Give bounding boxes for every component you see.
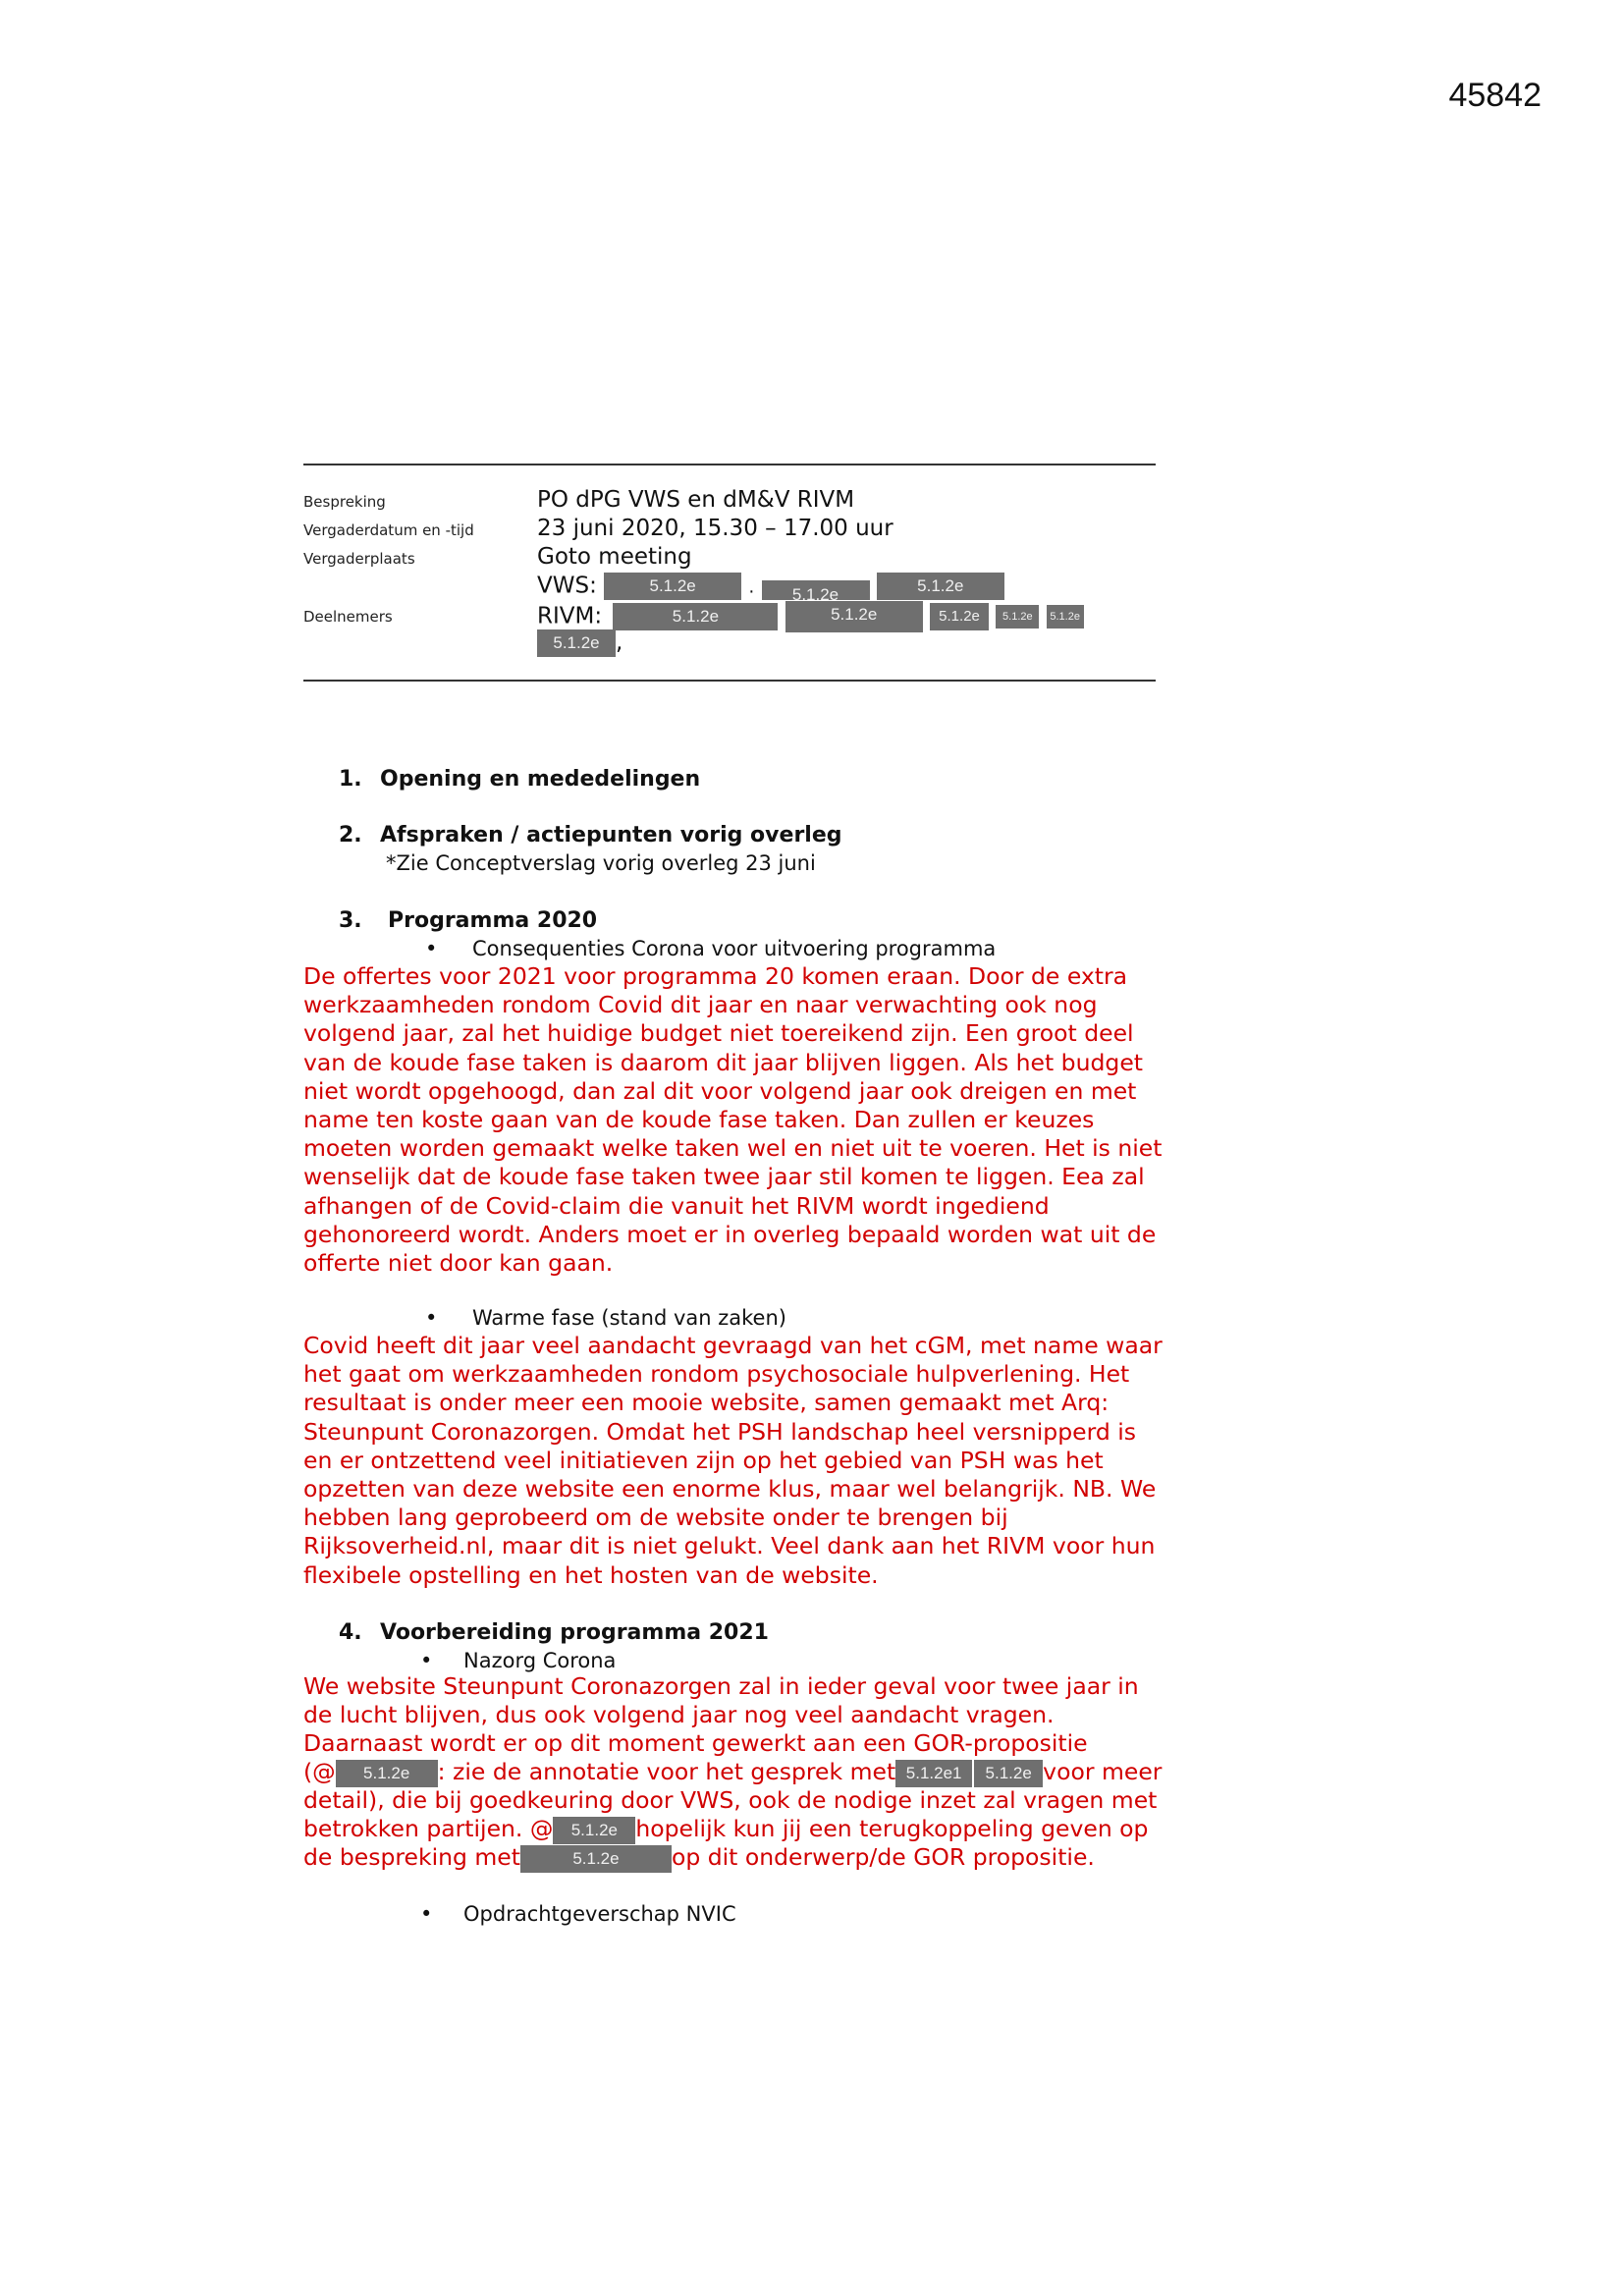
redaction-block: 5.1.2e (762, 580, 870, 600)
note-line-red (303, 1758, 1162, 1787)
line-text: betrokken partijen. @ (303, 1815, 554, 1842)
note-line-red: Daarnaast wordt er op dit moment gewerkt aan een GOR-propositie (303, 1729, 1088, 1757)
label-bespreking: Bespreking (303, 493, 386, 511)
line-text: op dit onderwerp/de GOR propositie. (671, 1843, 1095, 1871)
vws-participants: VWS: 5.1.2e . 5.1.2e 5.1.2e (537, 573, 1004, 600)
redaction-block: 5.1.2e (613, 603, 778, 630)
note-line-red: We website Steunpunt Coronazorgen zal in ieder geval voor twee jaar in (303, 1672, 1139, 1700)
redaction-block: 5.1.2e (336, 1760, 438, 1787)
agenda-item-2 (339, 823, 842, 847)
bullet-dot: • (420, 1902, 433, 1926)
agenda-title: Voorbereiding programma 2021 (380, 1620, 769, 1645)
bullet-text: Opdrachtgeverschap NVIC (463, 1902, 736, 1926)
note-line-red: de lucht blijven, dus ook volgend jaar nog veel aandacht vragen. (303, 1701, 1055, 1728)
redaction-block: 5.1.2e (785, 601, 923, 632)
agenda-title: Programma 2020 (388, 908, 598, 933)
agenda-item-1 (339, 767, 700, 792)
vws-prefix: VWS: (537, 573, 597, 599)
value-plaats: Goto meeting (537, 544, 692, 570)
bullet-text: Warme fase (stand van zaken) (472, 1306, 786, 1330)
redaction-block: 5.1.2e (520, 1845, 672, 1873)
agenda-number: 3. (339, 908, 362, 933)
label-datum: Vergaderdatum en -tijd (303, 521, 474, 539)
agenda-item-3 (339, 908, 597, 933)
bullet-dot: • (425, 1306, 438, 1330)
header-top-rule (303, 464, 1156, 465)
bullet-item (420, 1649, 616, 1672)
redaction-block: 5.1.2e1 (895, 1760, 972, 1787)
agenda-item-2-note: *Zie Conceptverslag vorig overleg 23 juni (386, 851, 816, 875)
agenda-number: 2. (339, 823, 362, 847)
bullet-text: Nazorg Corona (463, 1649, 617, 1672)
redaction-block: 5.1.2e (1047, 605, 1084, 629)
comma: , (616, 629, 623, 656)
note-line-red: detail), die bij goedkeuring door VWS, ook de nodige inzet zal vragen met (303, 1786, 1158, 1814)
redaction-block: 5.1.2e (930, 603, 989, 630)
line-text: de bespreking met (303, 1843, 520, 1871)
line-text: voor meer (1043, 1758, 1163, 1785)
document-number: 45842 (1448, 77, 1542, 114)
label-deelnemers: Deelnemers (303, 608, 393, 626)
rivm-participants-continued (537, 629, 623, 657)
rivm-participants (537, 601, 1084, 632)
agenda-title: Afspraken / actiepunten vorig overleg (380, 823, 842, 847)
agenda-number: 4. (339, 1620, 362, 1645)
redaction-block: 5.1.2e (537, 629, 616, 657)
redaction-block: 5.1.2e (974, 1760, 1043, 1787)
bullet-item (425, 1306, 786, 1330)
agenda-title: Opening en mededelingen (380, 767, 701, 792)
bullet-item (420, 1902, 736, 1926)
value-bespreking: PO dPG VWS en dM&V RIVM (537, 487, 855, 513)
note-line-red (303, 1815, 1148, 1844)
bullet-text: Consequenties Corona voor uitvoering programma (472, 937, 997, 960)
line-text: (@ (303, 1758, 336, 1785)
line-text: : zie de annotatie voor het gesprek met (437, 1758, 896, 1785)
note-line-red (303, 1843, 1095, 1873)
agenda-number: 1. (339, 767, 362, 792)
note-paragraph-red: De offertes voor 2021 voor programma 20 komen eraan. Door de extra werkzaamheden rondom Covid dit jaar en naar verwachting ook nog volgend jaar, zal het huidige budget niet toereikend zijn. Een groot deel van de koude fase taken is daarom dit jaar blijven liggen. Als het budget niet wordt opgehoogd, dan zal dit voor volgend jaar ook dreigen en met name ten koste gaan van de koude fase taken. Dan zullen er keuzes moeten worden gemaakt welke taken wel en niet uit te voeren. Het is niet wenselijk dat de koude fase taken twee jaar stil komen te liggen. Eea zal afhangen of de Covid-claim die vanuit het RIVM wordt ingediend gehonoreerd wordt. Anders moet er in overleg bepaald worden wat uit de offerte niet door kan gaan. (303, 962, 1163, 1278)
value-datum: 23 juni 2020, 15.30 – 17.00 uur (537, 516, 893, 541)
redaction-block: 5.1.2e (996, 605, 1039, 629)
rivm-prefix: RIVM: (537, 603, 603, 629)
header-bottom-rule (303, 680, 1156, 682)
bullet-dot: • (420, 1649, 433, 1672)
redaction-block: 5.1.2e (553, 1817, 635, 1844)
note-paragraph-red: Covid heeft dit jaar veel aandacht gevraagd van het cGM, met name waar het gaat om werkzaamheden rondom psychosociale hulpverlening. Het resultaat is onder meer een mooie website, samen gemaakt met Arq: Steunpunt Coronazorgen. Omdat het PSH landschap heel versnipperd is en er ontzettend veel initiatieven zijn op het gebied van PSH was het opzetten van deze website een enorme klus, maar wel belangrijk. NB. We hebben lang geprobeerd om de website onder te brengen bij Rijksoverheid.nl, maar dit is niet gelukt. Veel dank aan het RIVM voor hun flexibele opstelling en het hosten van de website. (303, 1332, 1163, 1589)
redaction-block: 5.1.2e (604, 573, 741, 600)
redaction-block: 5.1.2e (877, 573, 1004, 600)
bullet-item (425, 937, 996, 960)
line-text: hopelijk kun jij een terugkoppeling geven op (635, 1815, 1149, 1842)
agenda-item-4 (339, 1620, 769, 1645)
label-plaats: Vergaderplaats (303, 550, 415, 568)
bullet-dot: • (425, 937, 438, 960)
